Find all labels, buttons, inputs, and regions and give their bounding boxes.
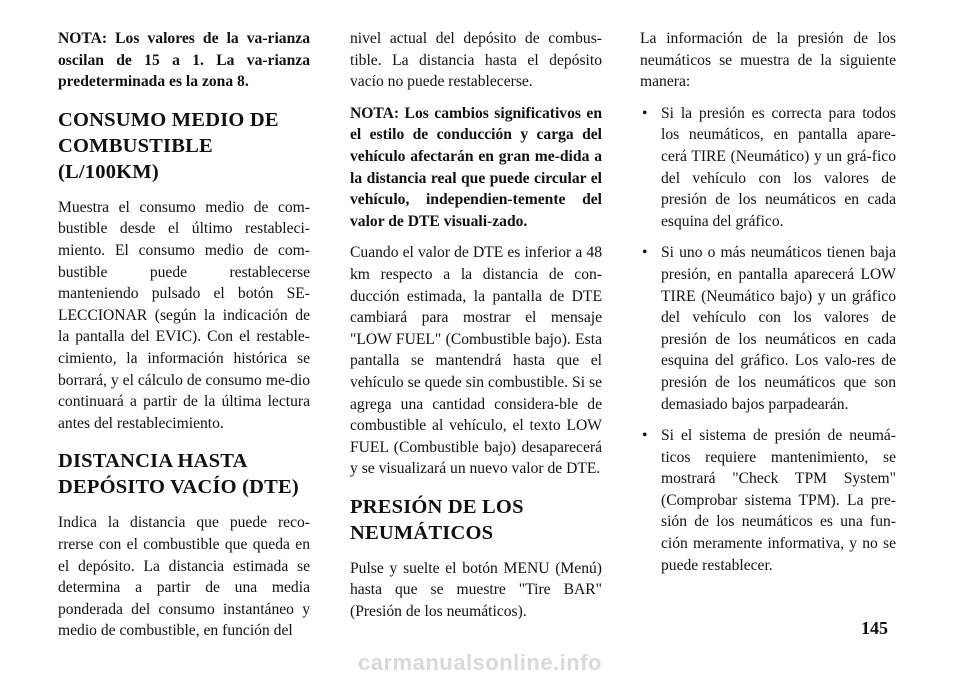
paragraph-dte-continuation: nivel actual del depósito de combus-tible. La distancia hasta el depósito vacío no puede restablecerse.	[350, 30, 602, 91]
heading-line-2: COMBUSTIBLE (L/100KM)	[58, 134, 213, 183]
bullet-icon: •	[642, 244, 648, 262]
page-number: 145	[861, 618, 888, 638]
heading-line-1: PRESIÓN DE LOS	[350, 495, 524, 518]
heading-average-fuel-consumption	[58, 107, 310, 185]
bullet-icon: •	[642, 104, 648, 122]
column-right	[640, 28, 896, 586]
bullet-icon: •	[642, 427, 648, 445]
paragraph-tire-menu: Pulse y suelte el botón MENU (Menú) hasta que se muestre "Tire BAR" (Presión de los neumáticos).	[350, 559, 602, 621]
column-middle	[350, 28, 602, 633]
list-item	[640, 242, 896, 415]
heading-line-2: NEUMÁTICOS	[350, 521, 494, 544]
heading-line-1: DISTANCIA HASTA	[58, 450, 248, 473]
watermark: carmanualsonline.info	[358, 650, 602, 675]
list-item-text: Si uno o más neumáticos tienen baja presión, en pantalla aparecerá LOW TIRE (Neumático bajo) y un gráfico del vehículo con los valores de presión de los neumáticos en cada esquina del gráfico. Los valo-res de presión de los neumáticos que son demasiado bajos parpadearán.	[661, 244, 896, 413]
column-left	[58, 28, 310, 652]
list-item-text: Si la presión es correcta para todos los neumáticos, en pantalla apare-cerá TIRE (Neumático) y un grá-fico del vehículo con los valores de presión de los neumáticos en cada esquina del gráfico.	[661, 104, 896, 230]
paragraph-tire-intro: La información de la presión de los neumáticos se muestra de la siguiente manera:	[640, 30, 896, 91]
heading-distance-to-empty	[58, 448, 310, 500]
heading-tire-pressure	[350, 494, 602, 546]
paragraph-dte: Indica la distancia que puede reco-rrerse con el combustible que queda en el depósito. La distancia estimada se determina a partir de una media ponderada del consumo instantáneo y medio de combustible, en función del	[58, 514, 310, 640]
paragraph-low-fuel: Cuando el valor de DTE es inferior a 48 km respecto a la distancia de con-ducción estimada, la pantalla de DTE cambiará para mostrar el mensaje "LOW FUEL" (Combustible bajo). Esta pantalla se mantendrá hasta que el vehículo se quede sin combustible. Si se agrega una cantidad considera-ble de combustible al vehículo, el texto LOW FUEL (Combustible bajo) desaparecerá y se visualizará un nuevo valor de DTE.	[350, 244, 602, 478]
tire-pressure-list	[640, 103, 896, 576]
paragraph-average-fuel: Muestra el consumo medio de com-bustible desde el último restableci-miento. El consumo medio de com-bustible puede restablecerse manteniendo pulsado el botón SE-LECCIONAR (según la indicación de la pantalla del EVIC). Con el restable-cimiento, la información histórica se borrará, y el cálculo de consumo me-dio continuará a partir de la última lectura antes del restablecimiento.	[58, 198, 310, 432]
note-variance: NOTA: Los valores de la va-rianza oscilan de 15 a 1. La va-rianza predeterminada es la zona 8.	[58, 30, 310, 91]
list-item	[640, 425, 896, 576]
heading-line-1: CONSUMO MEDIO DE	[58, 108, 279, 131]
list-item	[640, 103, 896, 233]
heading-line-2: DEPÓSITO VACÍO (DTE)	[58, 476, 299, 499]
list-item-text: Si el sistema de presión de neumá-ticos requiere mantenimiento, se mostrará "Check TPM System" (Comprobar sistema TPM). La pre-sión de los neumáticos es una fun-ción meramente informativa, y no se puede restablecer.	[661, 427, 896, 574]
note-driving-style: NOTA: Los cambios significativos en el estilo de conducción y carga del vehículo afectarán en gran me-dida a la distancia real que puede circular el vehículo, independien-temente del valor de DTE visuali-zado.	[350, 104, 602, 230]
